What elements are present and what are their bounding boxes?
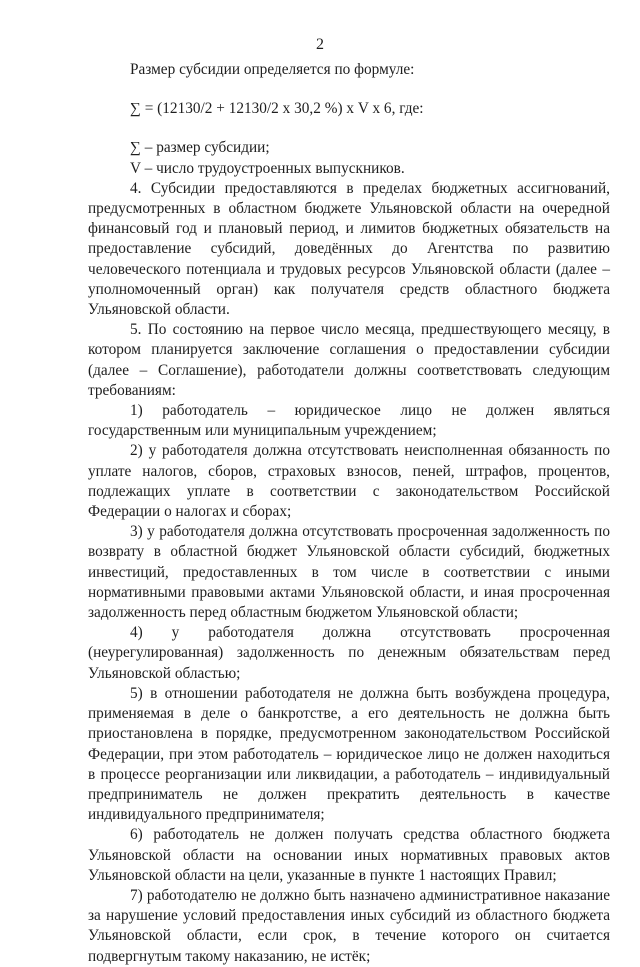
requirement-1: 1) работодатель – юридическое лицо не должен являться государственным или муниципальным учреждением; (88, 402, 610, 440)
formula-legend-sum: ∑ – размер субсидии; (130, 139, 270, 157)
formula: ∑ = (12130/2 + 12130/2 х 30,2 %) х V х 6, где: (130, 100, 424, 118)
formula-intro: Размер субсидии определяется по формуле: (130, 61, 415, 78)
requirement-2: 2) у работодателя должна отсутствовать неисполненная обязанность по уплате налогов, сборов, страховых взносов, пеней, штрафов, процентов, подлежащих уплате в соответствии с законодательством Российской Федерации о налогах и сборах; (88, 442, 610, 521)
formula-legend-v: V – число трудоустроенных выпускников. (130, 159, 405, 177)
requirement-3: 3) у работодателя должна отсутствовать просроченная задолженность по возврату в областной бюджет Ульяновской области субсидий, бюджетных инвестиций, предоставленных в том числе в соответствии с иными нормативными правовыми актами Ульяновской области, и иная просроченная задолженность перед областным бюджетом Ульяновской области; (88, 523, 610, 622)
requirement-7: 7) работодателю не должно быть назначено административное наказание за нарушение условий предоставления иных субсидий из областного бюджета Ульяновской области, если срок, в течение которого он считается подвергнутым такому наказанию, не истёк; (88, 886, 610, 965)
requirement-5: 5) в отношении работодателя не должна быть возбуждена процедура, применяемая в деле о банкротстве, а его деятельность не должна быть приостановлена в порядке, предусмотренном законодательством Российской Федерации, при этом работодатель – юридическое лицо не должен находиться в процессе реорганизации или ликвидации, а работодатель – индивидуальный предприниматель не должен прекратить деятельность в качестве индивидуального предпринимателя; (88, 684, 610, 824)
paragraph-4: 4. Субсидии предоставляются в пределах бюджетных ассигнований, предусмотренных в областном бюджете Ульяновской области на очередной финансовый год и плановый период, и лимитов бюджетных обязательств на предоставление субсидий, доведённых до Агентства по развитию человеческого потенциала и трудовых ресурсов Ульяновской области (далее – уполномоченный орган) как получателя средств областного бюджета Ульяновской области. (88, 179, 610, 319)
paragraph-5: 5. По состоянию на первое число месяца, предшествующего месяцу, в котором планируется заключение соглашения о предоставлении субсидии (далее – Соглашение), работодатели должны соответствовать следующим требованиям: (88, 321, 610, 399)
page-number: 2 (316, 36, 324, 53)
requirement-6: 6) работодатель не должен получать средства областного бюджета Ульяновской области на основании иных нормативных правовых актов Ульяновской области на цели, указанные в пункте 1 настоящих Правил; (88, 826, 610, 884)
document-body (88, 60, 610, 967)
requirement-4: 4) у работодателя должна отсутствовать просроченная (неурегулированная) задолженность по денежным обязательствам перед Ульяновской областью; (88, 624, 610, 682)
